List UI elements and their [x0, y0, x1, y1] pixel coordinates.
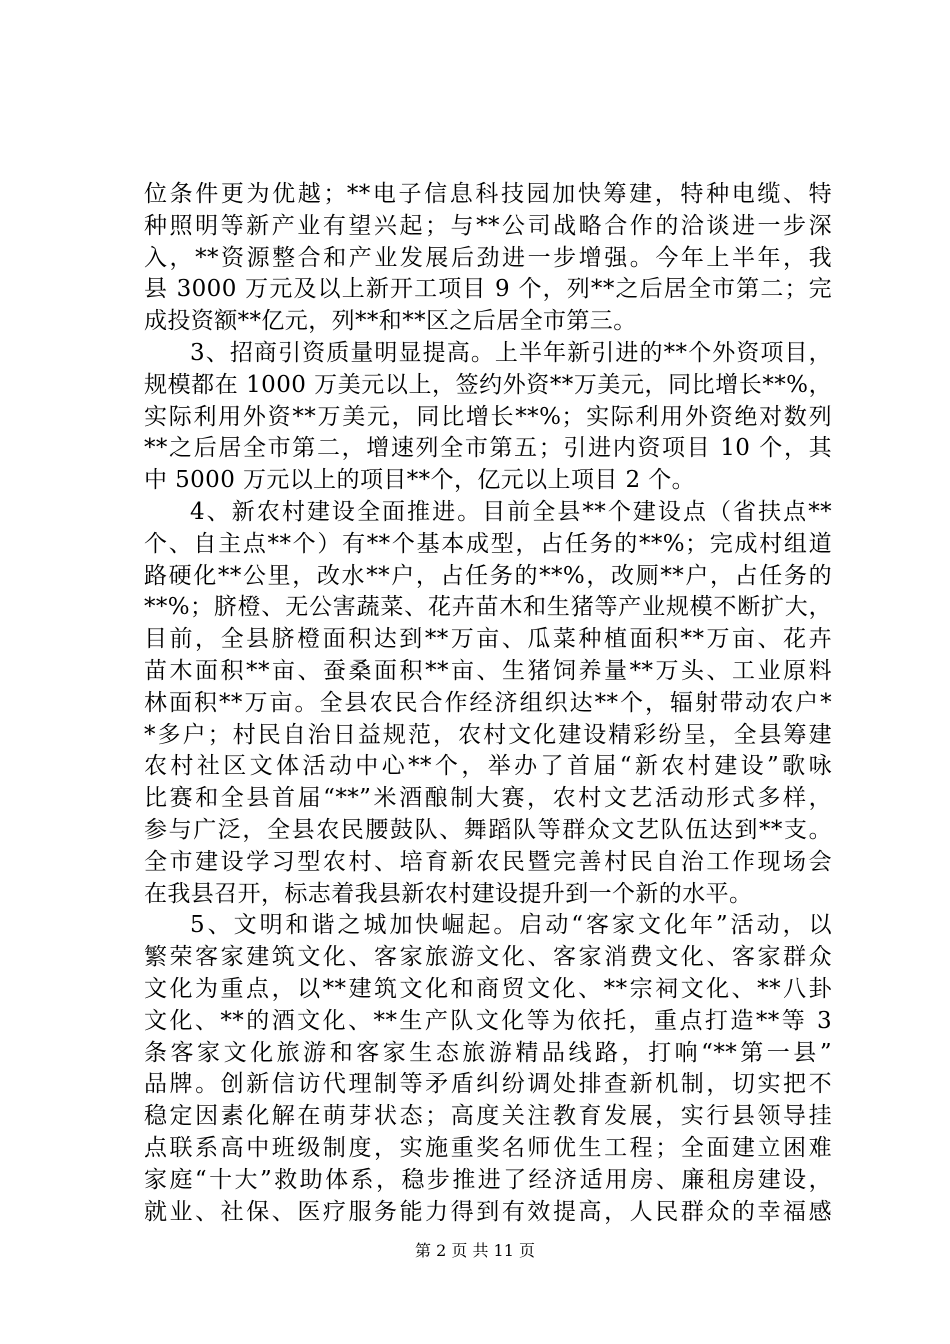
text-line: 中 5000 万元以上的项目**个，亿元以上项目 2 个。 [144, 467, 696, 494]
text-line: **之后居全市第二，增速列全市第五；引进内资项目 10 个，其 [144, 435, 832, 462]
text-line: 成投资额**亿元，列**和**区之后居全市第三。 [144, 308, 637, 335]
text-line: 入，**资源整合和产业发展后劲进一步增强。今年上半年，我 [144, 244, 832, 271]
text-line: *多户；村民自治日益规范，农村文化建设精彩纷呈，全县筹建 [144, 721, 832, 748]
text-line: 4、新农村建设全面推进。目前全县**个建设点（省扶点** [190, 498, 832, 525]
text-line: 位条件更为优越；**电子信息科技园加快筹建，特种电缆、特 [144, 181, 832, 207]
text-line: 在我县召开，标志着我县新农村建设提升到一个新的水平。 [144, 880, 753, 907]
text-line: 家庭“十大”救助体系，稳步推进了经济适用房、廉租房建设， [144, 1166, 832, 1193]
text-line: 个、自主点**个）有**个基本成型，占任务的**%；完成村组道 [144, 530, 832, 557]
text-line: 稳定因素化解在萌芽状态；高度关注教育发展，实行县领导挂 [144, 1103, 832, 1130]
text-line: 林面积**万亩。全县农民合作经济组织达**个，辐射带动农户* [144, 689, 832, 716]
text-line: 文化、**的酒文化、**生产队文化等为依托，重点打造**等 3 [144, 1007, 832, 1034]
text-line: 种照明等新产业有望兴起；与**公司战略合作的洽谈进一步深 [144, 212, 832, 239]
text-line: 实际利用外资**万美元，同比增长**%；实际利用外资绝对数列 [144, 403, 832, 430]
text-line: 目前，全县脐橙面积达到**万亩、瓜菜种植面积**万亩、花卉 [144, 626, 832, 653]
page-footer: 第 2 页 共 11 页 [415, 1241, 535, 1260]
text-line: **%；脐橙、无公害蔬菜、花卉苗木和生猪等产业规模不断扩大， [144, 594, 832, 621]
text-line: 农村社区文体活动中心**个，举办了首届“新农村建设”歌咏 [144, 753, 832, 780]
text-line: 规模都在 1000 万美元以上，签约外资**万美元，同比增长**%， [144, 371, 832, 398]
text-line: 文化为重点，以**建筑文化和商贸文化、**宗祠文化、**八卦 [144, 975, 832, 1002]
text-line: 参与广泛，全县农民腰鼓队、舞蹈队等群众文艺队伍达到**支。 [144, 816, 832, 843]
text-line: 点联系高中班级制度，实施重奖名师优生工程；全面建立困难 [144, 1134, 832, 1161]
text-line: 全市建设学习型农村、培育新农民暨完善村民自治工作现场会 [144, 848, 832, 875]
text-line: 繁荣客家建筑文化、客家旅游文化、客家消费文化、客家群众 [144, 944, 832, 971]
text-line: 就业、社保、医疗服务能力得到有效提高，人民群众的幸福感 [144, 1198, 832, 1225]
text-line: 苗木面积**亩、蚕桑面积**亩、生猪饲养量**万头、工业原料 [144, 657, 832, 684]
text-line: 条客家文化旅游和客家生态旅游精品线路，打响“**第一县” [144, 1039, 832, 1066]
text-line: 县 3000 万元及以上新开工项目 9 个，列**之后居全市第二；完 [144, 276, 832, 303]
text-line: 品牌。创新信访代理制等矛盾纠纷调处排查新机制，切实把不 [144, 1071, 832, 1098]
text-line: 路硬化**公里，改水**户，占任务的**%，改厕**户，占任务的 [144, 562, 832, 589]
text-line: 5、文明和谐之城加快崛起。启动“客家文化年”活动，以 [190, 912, 832, 939]
text-line: 3、招商引资质量明显提高。上半年新引进的**个外资项目， [190, 339, 832, 366]
text-line: 比赛和全县首届“**”米酒酿制大赛，农村文艺活动形式多样， [144, 785, 832, 812]
body-text [144, 179, 832, 1228]
